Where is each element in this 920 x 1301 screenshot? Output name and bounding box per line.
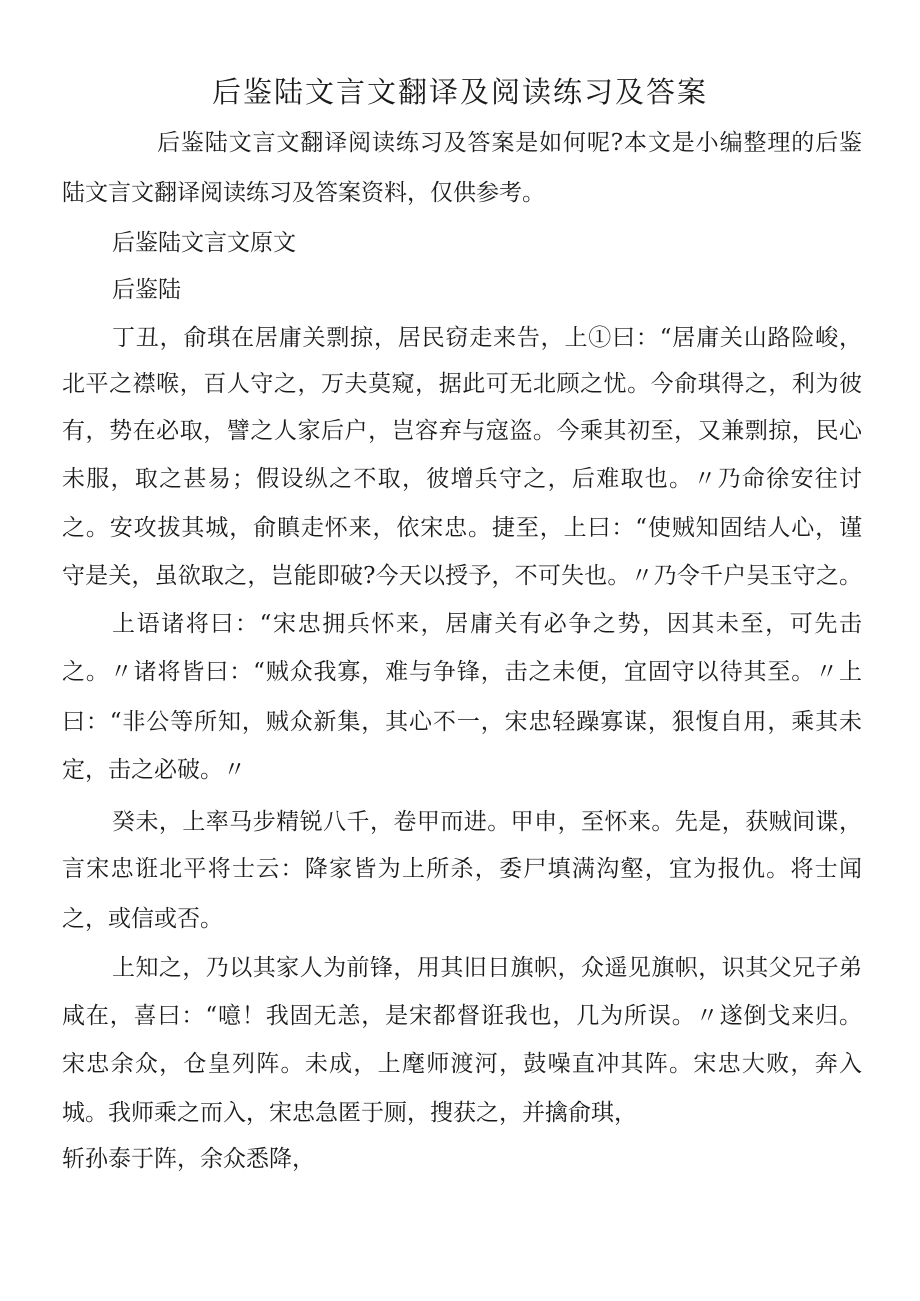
paragraph-line: 曰：“非公等所知，贼众新集，其心不一，宋忠轻躁寡谋，狠愎自用，乘其未 [62, 709, 862, 735]
paragraph-line: 城。我师乘之而入，宋忠急匿于厕，搜获之，并擒俞琪， [62, 1100, 637, 1126]
paragraph-line: 言宋忠诳北平将士云：降家皆为上所杀，委尸填满沟壑，宜为报仇。将士闻 [62, 856, 862, 882]
document-title: 后鉴陆文言文翻译及阅读练习及答案 [211, 75, 708, 109]
paragraph-line: 上知之，乃以其家人为前锋，用其旧日旗帜，众遥见旗帜，识其父兄子弟 [112, 955, 862, 981]
paragraph-line: 北平之襟喉，百人守之，万夫莫窥，据此可无北顾之忧。今俞琪得之，利为彼 [62, 371, 862, 397]
paragraph-line: 定，击之必破。〃 [62, 757, 246, 783]
paragraph-line: 之。安攻拔其城，俞瞋走怀来，依宋忠。捷至，上曰：“使贼知固结人心，谨 [62, 515, 862, 541]
intro-line: 后鉴陆文言文翻译阅读练习及答案是如何呢?本文是小编整理的后鉴 [157, 130, 862, 156]
paragraph-line: 斩孙泰于阵，余众悉降， [62, 1146, 315, 1172]
paragraph-line: 癸未，上率马步精锐八千，卷甲而进。甲申，至怀来。先是，获贼间谍， [112, 809, 862, 835]
paragraph-line: 咸在，喜曰：“噫！我固无恙，是宋都督诳我也，几为所误。〃遂倒戈来归。 [62, 1003, 862, 1029]
paragraph-line: 之，或信或否。 [62, 906, 223, 932]
intro-line: 陆文言文翻译阅读练习及答案资料，仅供参考。 [62, 180, 545, 206]
paragraph-line: 守是关，虽欲取之，岂能即破?今天以授予，不可失也。〃乃令千户吴玉守之。 [62, 563, 862, 589]
paragraph-line: 之。〃诸将皆曰：“贼众我寡，难与争锋，击之未便，宜固守以待其至。〃上 [62, 659, 862, 685]
paragraph-line: 宋忠余众，仓皇列阵。未成，上麾师渡河，鼓噪直冲其阵。宋忠大败，奔入 [62, 1051, 862, 1077]
paragraph-line: 丁丑，俞琪在居庸关剽掠，居民窃走来告，上①曰：“居庸关山路险峻， [112, 325, 862, 351]
paragraph-line: 上语诸将曰：“宋忠拥兵怀来，居庸关有必争之势，因其未至，可先击 [112, 611, 862, 637]
paragraph-line: 未服，取之甚易；假设纵之不取，彼增兵守之，后难取也。〃乃命徐安往讨 [62, 466, 862, 492]
paragraph-line: 有，势在必取，譬之人家后户，岂容弃与寇盗。今乘其初至，又兼剽掠，民心 [62, 418, 862, 444]
section-heading: 后鉴陆文言文原文 [112, 230, 296, 256]
text-title: 后鉴陆 [112, 277, 181, 303]
